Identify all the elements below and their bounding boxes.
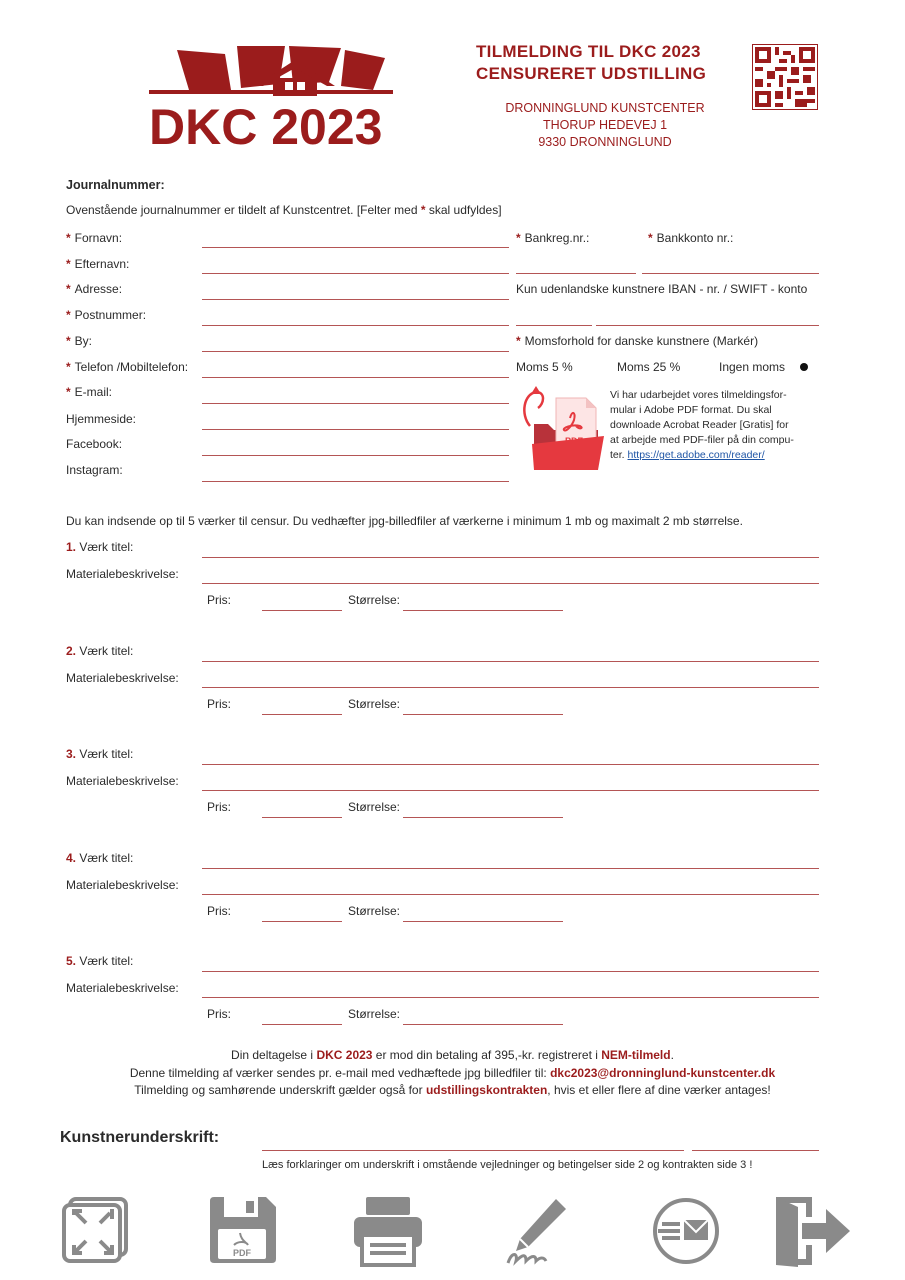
- pdf-file-icon: [514, 384, 606, 476]
- signature-label: Kunstnerunderskrift:: [60, 1129, 220, 1146]
- label-fornavn: * Fornavn:: [66, 231, 123, 245]
- email-input[interactable]: [202, 403, 509, 404]
- iban-input[interactable]: [516, 325, 592, 326]
- work-price-label: Pris:: [207, 1007, 231, 1021]
- efternavn-input[interactable]: [202, 273, 509, 274]
- ingen-moms-radio[interactable]: [800, 363, 808, 371]
- work-material-input[interactable]: [202, 687, 819, 688]
- fornavn-input[interactable]: [202, 247, 509, 248]
- contract-note: Tilmelding og samhørende underskrift gælder også for udstillingskontrakten, hvis et eller flere af dine værker antages!: [134, 1083, 771, 1097]
- label-email: * E-mail:: [66, 385, 113, 399]
- instagram-input[interactable]: [202, 481, 509, 482]
- works-intro: Du kan indsende op til 5 værker til censur. Du vedhæfter jpg-billedfiler af værkerne i minimum 1 mb og maximalt 2 mb størrelse.: [66, 514, 743, 528]
- work-price-input[interactable]: [262, 1024, 342, 1025]
- signature-date-input[interactable]: [692, 1150, 819, 1151]
- facebook-input[interactable]: [202, 455, 509, 456]
- work-size-input[interactable]: [403, 921, 563, 922]
- save-pdf-label: PDF: [233, 1248, 251, 1258]
- work-title-label: 4. Værk titel:: [66, 851, 134, 865]
- work-size-input[interactable]: [403, 610, 563, 611]
- work-title-label: 2. Værk titel:: [66, 644, 134, 658]
- bankreg-input[interactable]: [516, 273, 636, 274]
- fullscreen-icon[interactable]: [60, 1195, 132, 1267]
- print-icon[interactable]: [352, 1195, 424, 1267]
- address-line: DRONNINGLUND KUNSTCENTER: [505, 101, 705, 115]
- moms-25-option[interactable]: Moms 25 %: [617, 360, 681, 374]
- sign-icon[interactable]: [498, 1195, 570, 1267]
- ingen-moms-option[interactable]: Ingen moms: [719, 360, 786, 374]
- dkc-logo: [145, 38, 395, 153]
- adobe-reader-link[interactable]: https://get.adobe.com/reader/: [627, 449, 765, 461]
- signature-input[interactable]: [262, 1150, 684, 1151]
- hjemmeside-input[interactable]: [202, 429, 509, 430]
- save-pdf-icon[interactable]: [206, 1195, 278, 1267]
- label-bankreg: * Bankreg.nr.:: [516, 231, 590, 245]
- adresse-input[interactable]: [202, 299, 509, 300]
- work-price-label: Pris:: [207, 593, 231, 607]
- work-size-label: Størrelse:: [348, 800, 401, 814]
- bankkonto-input[interactable]: [642, 273, 819, 274]
- work-size-label: Størrelse:: [348, 904, 401, 918]
- work-title-input[interactable]: [202, 868, 819, 869]
- work-material-label: Materialebeskrivelse:: [66, 981, 179, 995]
- signature-note: Læs forklaringer om underskrift i omstående vejledninger og betingelser side 2 og kontrakten side 3 !: [262, 1159, 753, 1171]
- work-price-input[interactable]: [262, 921, 342, 922]
- label-facebook: Facebook:: [66, 437, 123, 451]
- label-instagram: Instagram:: [66, 463, 123, 477]
- work-title-input[interactable]: [202, 557, 819, 558]
- work-material-input[interactable]: [202, 997, 819, 998]
- by-input[interactable]: [202, 351, 509, 352]
- label-postnummer: * Postnummer:: [66, 308, 147, 322]
- journal-label: Journalnummer:: [66, 178, 165, 192]
- form-title-line2: CENSURERET UDSTILLING: [476, 64, 707, 83]
- email-address-link[interactable]: dkc2023@dronninglund-kunstcenter.dk: [550, 1066, 776, 1080]
- work-material-label: Materialebeskrivelse:: [66, 878, 179, 892]
- email-icon[interactable]: [650, 1195, 722, 1267]
- work-size-label: Størrelse:: [348, 593, 401, 607]
- label-adresse: * Adresse:: [66, 282, 123, 296]
- work-title-input[interactable]: [202, 764, 819, 765]
- work-size-input[interactable]: [403, 714, 563, 715]
- telefon-input[interactable]: [202, 377, 509, 378]
- form-title-line1: TILMELDING TIL DKC 2023: [476, 42, 701, 61]
- work-size-input[interactable]: [403, 817, 563, 818]
- work-material-label: Materialebeskrivelse:: [66, 774, 179, 788]
- work-price-label: Pris:: [207, 800, 231, 814]
- work-size-input[interactable]: [403, 1024, 563, 1025]
- qr-code[interactable]: [752, 44, 818, 110]
- work-material-input[interactable]: [202, 790, 819, 791]
- logo-text: DKC 2023: [149, 99, 383, 153]
- label-telefon: * Telefon /Mobiltelefon:: [66, 360, 189, 374]
- address-line: 9330 DRONNINGLUND: [538, 135, 672, 149]
- work-material-input[interactable]: [202, 894, 819, 895]
- work-title-input[interactable]: [202, 971, 819, 972]
- qr-code-icon: [755, 47, 815, 107]
- label-bankkonto: * Bankkonto nr.:: [648, 231, 734, 245]
- work-material-label: Materialebeskrivelse:: [66, 567, 179, 581]
- label-by: * By:: [66, 334, 93, 348]
- pdf-info-text: Vi har udarbejdet vores tilmeldingsfor- mular i Adobe PDF format. Du skal downloade Acrobat Reader [Gratis] for at arbejde med PDF-filer på din compu- ter. https://get.adobe.com/reader/: [610, 389, 794, 461]
- work-price-label: Pris:: [207, 697, 231, 711]
- work-price-input[interactable]: [262, 817, 342, 818]
- work-title-label: 3. Værk titel:: [66, 747, 134, 761]
- work-price-input[interactable]: [262, 714, 342, 715]
- email-note: Denne tilmelding af værker sendes pr. e-mail med vedhæftede jpg billedfiler til: dkc2023@dronninglund-kunstcenter.dk: [129, 1066, 776, 1080]
- address-block: [480, 100, 730, 151]
- work-price-input[interactable]: [262, 610, 342, 611]
- work-material-label: Materialebeskrivelse:: [66, 671, 179, 685]
- iban-note: Kun udenlandske kunstnere IBAN - nr. / SWIFT - konto: [516, 282, 808, 296]
- swift-input[interactable]: [596, 325, 819, 326]
- work-title-input[interactable]: [202, 661, 819, 662]
- moms-5-option[interactable]: Moms 5 %: [516, 360, 573, 374]
- address-line: THORUP HEDEVEJ 1: [542, 118, 668, 132]
- label-hjemmeside: Hjemmeside:: [66, 412, 137, 426]
- payment-note: Din deltagelse i DKC 2023 er mod din betaling af 395,-kr. registreret i NEM-tilmeld.: [231, 1048, 674, 1062]
- label-efternavn: * Efternavn:: [66, 257, 130, 271]
- label-moms: * Momsforhold for danske kunstnere (Markér): [516, 334, 759, 348]
- work-size-label: Størrelse:: [348, 1007, 401, 1021]
- work-price-label: Pris:: [207, 904, 231, 918]
- work-title-label: 5. Værk titel:: [66, 954, 134, 968]
- exit-icon[interactable]: [772, 1195, 852, 1267]
- work-title-label: 1. Værk titel:: [66, 540, 134, 554]
- postnummer-input[interactable]: [202, 325, 509, 326]
- work-material-input[interactable]: [202, 583, 819, 584]
- journal-note: Ovenstående journalnummer er tildelt af Kunstcentret. [Felter med * skal udfyldes]: [66, 203, 502, 217]
- work-size-label: Størrelse:: [348, 697, 401, 711]
